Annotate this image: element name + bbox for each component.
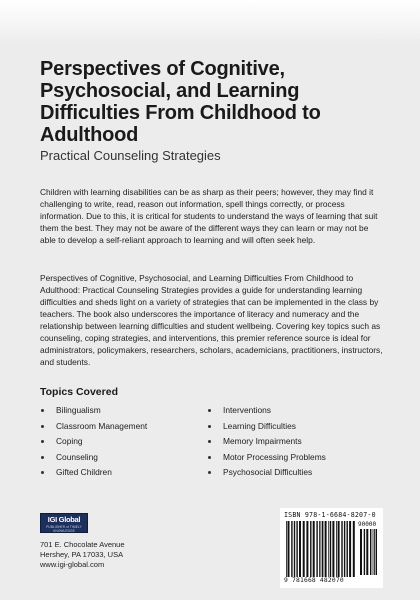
barcode-icon	[286, 521, 378, 577]
barcode-bar	[316, 521, 317, 577]
cover-top-band	[0, 0, 420, 46]
bullet-icon	[208, 425, 211, 428]
barcode-panel	[280, 508, 383, 588]
barcode-bar	[328, 521, 329, 577]
bullet-icon	[208, 471, 211, 474]
bullet-icon	[41, 456, 44, 459]
bullet-icon	[208, 440, 211, 443]
topic-label: Counseling	[56, 451, 98, 462]
isbn-label: ISBN 978-1-6684-8207-0	[284, 511, 376, 519]
topic-label: Motor Processing Problems	[223, 451, 326, 462]
topic-label: Interventions	[223, 405, 271, 415]
barcode-bar	[376, 529, 377, 575]
barcode-bar	[306, 521, 308, 577]
barcode-bar	[330, 521, 331, 577]
barcode-bar	[303, 521, 305, 577]
barcode-bar	[313, 521, 315, 577]
barcode-bar	[288, 521, 290, 577]
address-line-1: 701 E. Chocolate Avenue	[40, 540, 125, 549]
barcode-bar	[294, 521, 295, 577]
topic-item	[207, 465, 326, 481]
barcode-bar	[299, 521, 301, 577]
barcode-bar	[370, 529, 371, 575]
topic-item	[40, 465, 147, 481]
bullet-icon	[41, 471, 44, 474]
topic-label: Learning Difficulties	[223, 420, 296, 431]
barcode-bar	[291, 521, 292, 577]
publisher-address	[40, 540, 125, 570]
publisher-logo-text: IGI Global	[47, 515, 81, 524]
barcode-bar	[319, 521, 320, 577]
barcode-bar	[353, 521, 355, 577]
bullet-icon	[208, 409, 211, 412]
topic-item	[207, 419, 326, 435]
topic-item	[207, 403, 326, 419]
topic-item	[40, 450, 147, 466]
topics-list-right	[207, 403, 326, 481]
barcode-digits: 9 781668 482070	[284, 577, 344, 584]
barcode-bar	[374, 529, 375, 575]
barcode-bar	[349, 521, 351, 577]
topic-label: Memory Impairments	[223, 436, 302, 446]
barcode-bar	[286, 521, 287, 577]
barcode-bar	[341, 521, 342, 577]
topic-item	[207, 434, 326, 450]
barcode-bar	[373, 529, 374, 575]
topic-label: Psychosocial Difficulties	[223, 467, 313, 477]
barcode-bar	[296, 521, 297, 577]
publisher-website: www.igi-global.com	[40, 560, 105, 569]
barcode-bar	[332, 521, 334, 577]
barcode-bar	[310, 521, 311, 577]
book-subtitle: Practical Counseling Strategies	[40, 148, 221, 163]
publisher-logo-icon	[40, 513, 88, 533]
book-title: Perspectives of Cognitive, Psychosocial, and Learning Difficulties From Childhood to Adulthood	[40, 58, 321, 146]
topic-item	[40, 434, 147, 450]
address-line-2: Hershey, PA 17033, USA	[40, 550, 124, 559]
bullet-icon	[41, 409, 44, 412]
topic-label: Gifted Children	[56, 467, 112, 477]
barcode-bar	[364, 529, 365, 575]
bullet-icon	[208, 456, 211, 459]
topic-item	[207, 450, 326, 466]
description-paragraph-1: Children with learning disabilities can be as sharp as their peers; however, they may find it challenging to write, read, reason out information, spell things correctly, or process information. Due to this, it is critical for students to understand the ways of learning that suit them the best. They may not be aware of the different ways they can learn or may not be able to develop a self-reliant approach to learning and will often seek help.	[40, 187, 378, 245]
bullet-icon	[41, 425, 44, 428]
topics-list-left	[40, 403, 147, 481]
barcode-bar	[344, 521, 345, 577]
barcode-bar	[338, 521, 340, 577]
topic-label: Classroom Management	[56, 420, 148, 431]
barcode-addon-digits: 90000	[358, 521, 377, 528]
topic-label: Bilingualism	[56, 405, 101, 415]
barcode-bar	[360, 529, 362, 575]
description-paragraph-2: Perspectives of Cognitive, Psychosocial, and Learning Difficulties From Childhood to Adulthood: Practical Counseling Strategies provides a guide for understanding learning difficulties and sheds light on a variety of strategies that can be implemented in the class by teachers. The book also underscores the importance of literacy and numeracy and the relationship between learning difficulties and student wellbeing. Covering key topics such as counseling, coping strategies, and interventions, this premier reference source is ideal for administrators, policymakers, researchers, scholars, academicians, practitioners, instructors, and students.	[40, 273, 383, 367]
barcode-bar	[321, 521, 322, 577]
barcode-bar	[325, 521, 327, 577]
topic-item	[40, 419, 147, 435]
topics-heading: Topics Covered	[40, 386, 118, 398]
topic-item	[40, 403, 147, 419]
bullet-icon	[41, 440, 44, 443]
barcode-bar	[347, 521, 348, 577]
barcode-bar	[322, 521, 323, 577]
barcode-bar	[336, 521, 337, 577]
barcode-bar	[366, 529, 368, 575]
topic-label: Coping	[56, 436, 83, 446]
publisher-logo-subtext: PUBLISHER of TIMELY KNOWLEDGE	[46, 525, 82, 533]
